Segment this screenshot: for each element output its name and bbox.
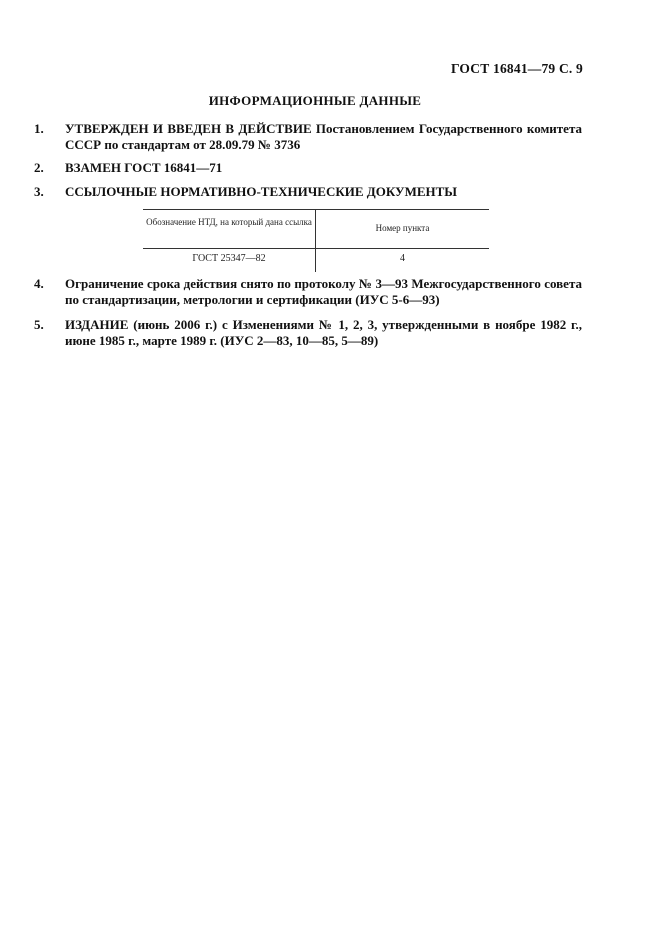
table-header-rule	[143, 248, 489, 249]
list-item-text: ИЗДАНИЕ (июнь 2006 г.) с Изменениями № 1, 2, 3, утвержденными в ноябре 1982 г., июне 1985 г., марте 1989 г. (ИУС 2—83, 10—85, 5—89)	[65, 317, 582, 348]
page-header: ГОСТ 16841—79 С. 9	[450, 61, 583, 76]
table-cell-document: ГОСТ 25347—82	[192, 253, 266, 264]
table-cell-clause: 4	[400, 253, 405, 264]
document-title: ИНФОРМАЦИОННЫЕ ДАННЫЕ	[208, 93, 422, 108]
table-top-rule	[143, 209, 489, 210]
list-item-number: 4.	[34, 276, 44, 291]
list-item-number: 5.	[34, 317, 44, 332]
list-item-number: 1.	[34, 121, 44, 136]
list-item-number: 3.	[34, 184, 44, 199]
list-item-text: ССЫЛОЧНЫЕ НОРМАТИВНО-ТЕХНИЧЕСКИЕ ДОКУМЕНТЫ	[65, 184, 458, 199]
list-item-2	[34, 160, 582, 176]
table-header-clause: Номер пункта	[375, 223, 430, 233]
list-item-number: 2.	[34, 160, 44, 175]
list-item-text: УТВЕРЖДЕН И ВВЕДЕН В ДЕЙСТВИЕ Постановлением Государственного комитета СССР по стандартам от 28.09.79 № 3736	[65, 121, 582, 152]
list-item-3	[34, 184, 582, 200]
list-item-1	[34, 121, 582, 153]
list-item-text: ВЗАМЕН ГОСТ 16841—71	[65, 160, 223, 175]
table-header-document: Обозначение НТД, на который дана ссылка	[146, 217, 312, 227]
list-item-text: Ограничение срока действия снято по протоколу № 3—93 Межгосударственного совета по стандартизации, метрологии и сертификации (ИУС 5-6—93)	[65, 276, 582, 307]
list-item-5	[34, 317, 582, 349]
list-item-4	[34, 276, 582, 308]
